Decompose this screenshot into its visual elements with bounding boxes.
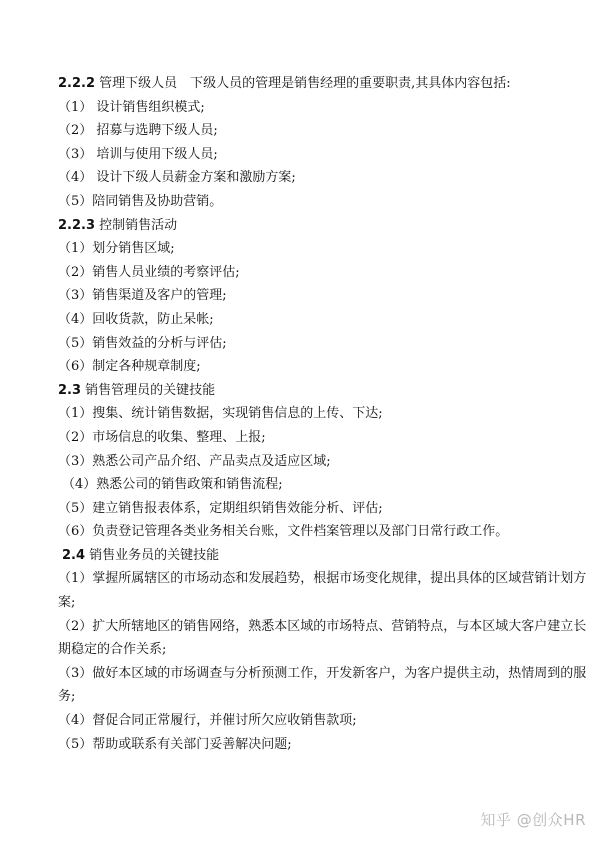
list-item: （2）扩大所辖地区的销售网络，熟悉本区域的市场特点、营销特点，与本区域大客户建立长: [58, 618, 587, 634]
list-item: （2）市场信息的收集、整理、上报;: [58, 429, 266, 445]
section-number: 2.2.3: [58, 217, 96, 233]
list-item: （6）负责登记管理各类业务相关台账，文件档案管理以及部门日常行政工作。: [58, 524, 509, 540]
list-item: （3） 培训与使用下级人员;: [58, 146, 218, 162]
list-item: （4）熟悉公司的销售政策和销售流程;: [62, 477, 283, 493]
list-item: （4） 设计下级人员薪金方案和激励方案;: [58, 170, 296, 186]
heading-text: 管理下级人员 下级人员的管理是销售经理的重要职责,其具体内容包括:: [95, 76, 511, 91]
list-item: （4）督促合同正常履行，并催讨所欠应收销售款项;: [58, 713, 357, 729]
section-number: 2.4: [62, 547, 86, 563]
heading-text: 控制销售活动: [95, 217, 178, 233]
list-item: （3）做好本区域的市场调查与分析预测工作，开发新客户，为客户提供主动，热情周到的服: [58, 665, 587, 681]
heading-2-3: [58, 379, 558, 403]
list-item: （5）销售效益的分析与评估;: [58, 335, 227, 351]
list-item-continuation: 案;: [58, 595, 76, 611]
list-item: （4）回收货款，防止呆帐;: [58, 311, 214, 327]
list-item: （1） 设计销售组织模式;: [58, 99, 205, 115]
list-item: （5）建立销售报表体系，定期组织销售效能分析、评估;: [58, 500, 383, 516]
section-number: 2.2.2: [58, 76, 96, 91]
list-item: （6）制定各种规章制度;: [58, 359, 201, 375]
list-item: （1）划分销售区域;: [58, 241, 175, 257]
section-number: 2.3: [58, 382, 82, 398]
list-item: （1）掌握所属辖区的市场动态和发展趋势，根据市场变化规律，提出具体的区域营销计划方: [58, 571, 587, 587]
document-body: [58, 72, 587, 756]
list-item: （3）熟悉公司产品介绍、产品卖点及适应区域;: [58, 453, 331, 469]
watermark: 知乎 @创众HR: [480, 811, 586, 829]
list-item: （2） 招募与选聘下级人员;: [58, 123, 218, 139]
list-item: （2）销售人员业绩的考察评估;: [58, 264, 240, 280]
list-item: （3）销售渠道及客户的管理;: [58, 288, 227, 304]
list-item-continuation: 期稳定的合作关系;: [58, 642, 167, 658]
heading-text: 销售业务员的关键技能: [85, 547, 220, 563]
list-item: （5）陪同销售及协助营销。: [58, 193, 223, 209]
heading-text: 销售管理员的关键技能: [81, 382, 216, 398]
list-item: （5）帮助或联系有关部门妥善解决问题;: [58, 736, 292, 752]
list-item-continuation: 务;: [58, 689, 76, 705]
list-item: （1）搜集、统计销售数据，实现销售信息的上传、下达;: [58, 406, 383, 422]
heading-2-4: [58, 544, 558, 568]
heading-2-2-3: [58, 214, 558, 238]
heading-2-2-2: [58, 72, 558, 96]
